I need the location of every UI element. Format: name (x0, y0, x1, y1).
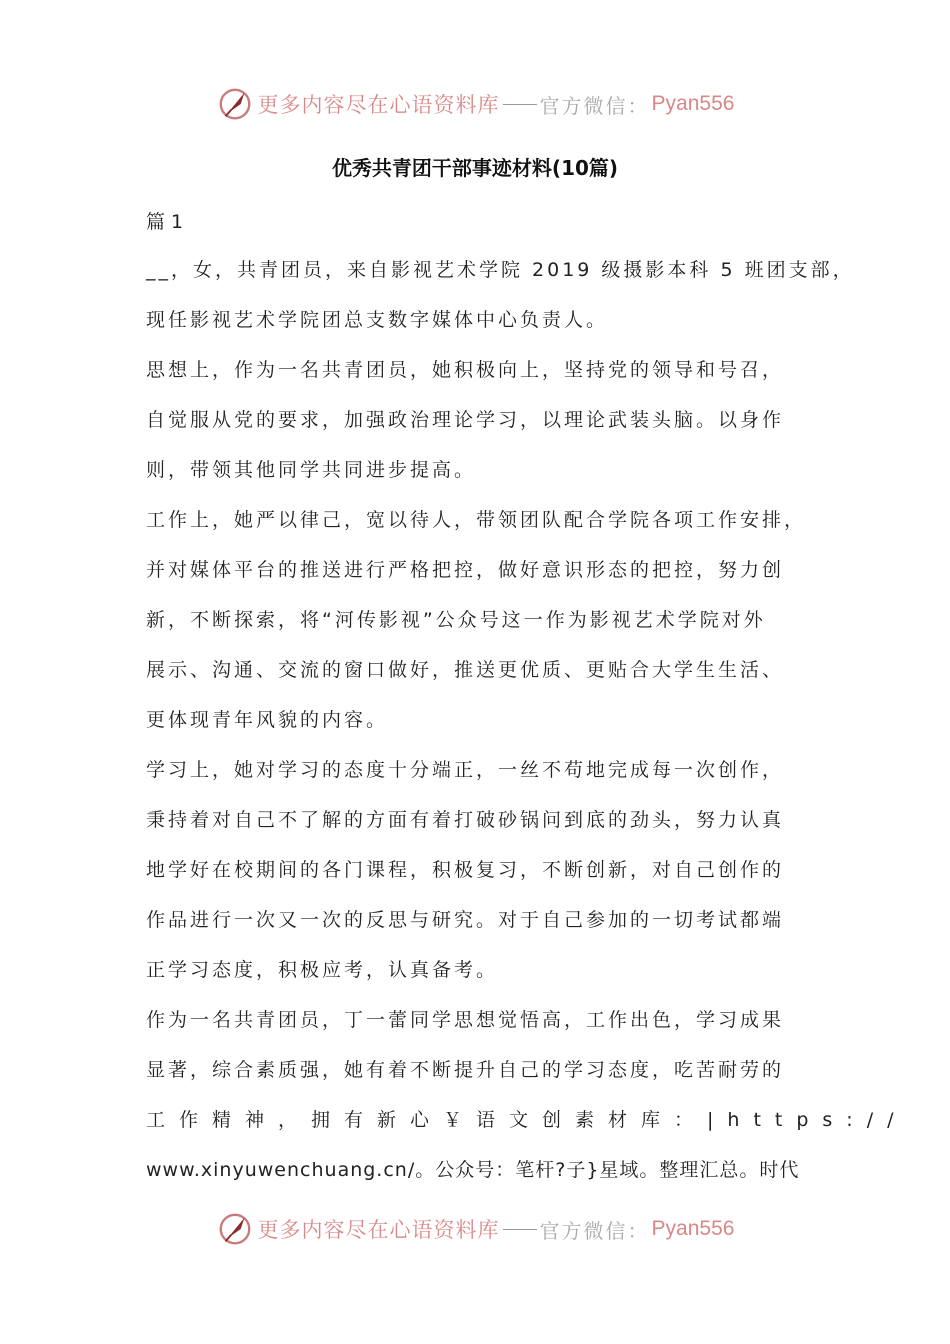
text-line: 现任影视艺术学院团总支数字媒体中心负责人。 (146, 309, 609, 331)
text-line: 更体现青年风貌的内容。 (146, 709, 389, 731)
text-line: www.xinyuwenchuang.cn/。公众号：笔杆?子}星域。整理汇总。时代 (146, 1159, 800, 1181)
banner-official-label: 官方微信： (539, 93, 650, 118)
text-line: 地学好在校期间的各门课程，积极复习，不断创新，对自己创作的 (146, 859, 785, 881)
text-line: 新，不断探索，将“河传影视”公众号这一作为影视艺术学院对外 (146, 609, 766, 631)
text-line: 作为一名共青团员，丁一蕾同学思想觉悟高，工作出色，学习成果 (146, 1009, 785, 1031)
text-line: 思想上，作为一名共青团员，她积极向上，坚持党的领导和号召， (146, 359, 785, 381)
text-line: 显著，综合素质强，她有着不断提升自己的学习态度，吃苦耐劳的 (146, 1059, 785, 1081)
text-line: 秉持着对自己不了解的方面有着打破砂锅问到底的劲头，努力认真 (146, 809, 785, 831)
text-line: 并对媒体平台的推送进行严格把控，做好意识形态的把控，努力创 (146, 559, 785, 581)
banner-wechat-id: Pyan556 (651, 92, 735, 115)
body-text (146, 245, 908, 1195)
section-heading: 篇 1 (146, 211, 184, 233)
footer-banner (0, 1204, 950, 1254)
quill-logo-icon (216, 85, 254, 123)
text-line: 工作精神，拥有新心￥语文创素材库：|https:// (146, 1109, 908, 1131)
page-title: 优秀共青团干部事迹材料(10篇) (331, 156, 619, 180)
header-banner (0, 79, 950, 129)
banner-dash (503, 1229, 537, 1230)
text-line: 展示、沟通、交流的窗口做好，推送更优质、更贴合大学生生活、 (146, 659, 785, 681)
banner-wechat-id: Pyan556 (651, 1217, 735, 1240)
text-line: 作品进行一次又一次的反思与研究。对于自己参加的一切考试都端 (146, 909, 785, 931)
banner-official-label: 官方微信： (539, 1218, 650, 1243)
quill-logo-icon (216, 1210, 254, 1248)
text-line: 正学习态度，积极应考，认真备考。 (146, 959, 499, 981)
text-line: __，女，共青团员，来自影视艺术学院 2019 级摄影本科 5 班团支部， (146, 259, 855, 281)
text-line: 学习上，她对学习的态度十分端正，一丝不苟地完成每一次创作， (146, 759, 785, 781)
banner-text: 更多内容尽在心语资料库 (257, 1218, 500, 1242)
text-line: 自觉服从党的要求，加强政治理论学习，以理论武装头脑。以身作 (146, 409, 785, 431)
text-line: 则，带领其他同学共同进步提高。 (146, 459, 477, 481)
banner-text: 更多内容尽在心语资料库 (257, 93, 500, 117)
text-line: 工作上，她严以律己，宽以待人，带领团队配合学院各项工作安排， (146, 509, 807, 531)
banner-dash (503, 104, 537, 105)
